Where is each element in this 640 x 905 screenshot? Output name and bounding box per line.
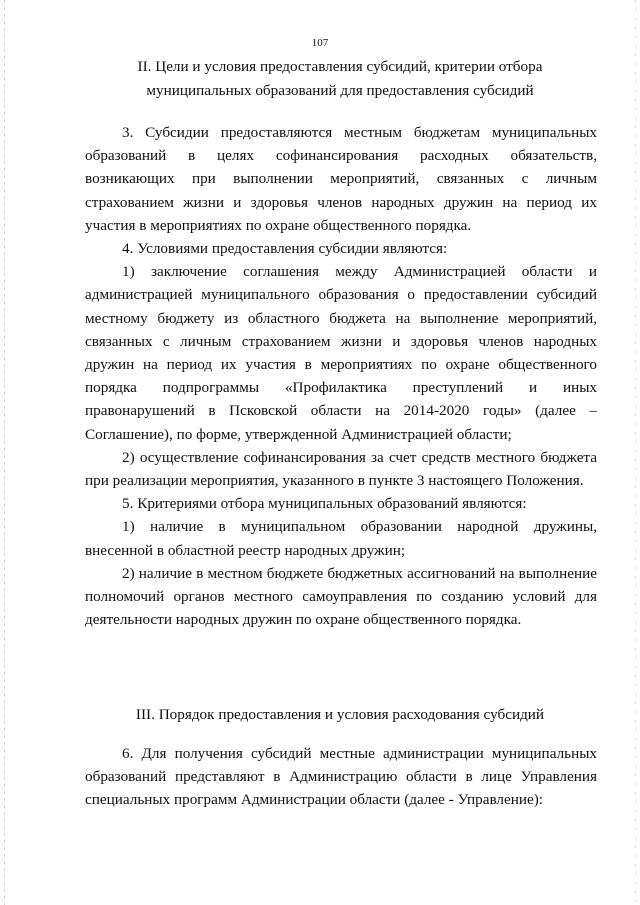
- paragraph-4-item-1: 1) заключение соглашения между Администрацией области и администрацией муниципального образования о предоставлении субсидий местному бюджету из областного бюджета на выполнение мероприятий, связанных с личным страхованием жизни и здоровья членов народных дружин на период их участия в мероприятиях по охране общественного порядка подпрограммы «Профилактика преступлений и иных правонарушений в Псковской области на 2014-2020 годы» (далее – Соглашение), по форме, утвержденной Администрацией области;: [85, 263, 597, 443]
- section-2-heading-line-2: муниципальных образований для предоставления субсидий: [146, 82, 534, 99]
- section-2-heading-line-1: II. Цели и условия предоставления субсидий, критерии отбора: [137, 58, 543, 75]
- paragraph-4-item-2: 2) осуществление софинансирования за счет средств местного бюджета при реализации мероприятия, указанного в пункте 3 настоящего Положения.: [85, 448, 597, 490]
- paragraph-5: 5. Критериями отбора муниципальных образований являются:: [122, 495, 527, 513]
- paragraph-5-item-1: 1) наличие в муниципальном образовании народной дружины, внесенной в областной реестр народных дружин;: [85, 518, 597, 559]
- section-3-heading: III. Порядок предоставления и условия расходования субсидий: [135, 706, 545, 723]
- section-2-heading: [80, 55, 600, 103]
- section-2-body: [85, 121, 597, 631]
- paragraph-3: 3. Субсидии предоставляются местным бюджетам муниципальных образований в целях софинансирования расходных обязательств, возникающих при выполнении мероприятий, связанных с личным страхованием жизни и здоровья членов народных дружин на период их участия в мероприятиях по охране общественного порядка.: [85, 124, 597, 234]
- page-number: 107: [311, 37, 329, 49]
- paragraph-6: 6. Для получения субсидий местные администрации муниципальных образований представляют в Администрацию области в лице Управления специальных программ Администрации области (далее - Управление):: [85, 745, 597, 809]
- paragraph-4: 4. Условиями предоставления субсидии являются:: [122, 240, 448, 258]
- section-3-body: [85, 742, 597, 812]
- paragraph-5-item-2: 2) наличие в местном бюджете бюджетных ассигнований на выполнение полномочий органов местного самоуправления по созданию условий для деятельности народных дружин по охране общественного порядка.: [85, 564, 597, 629]
